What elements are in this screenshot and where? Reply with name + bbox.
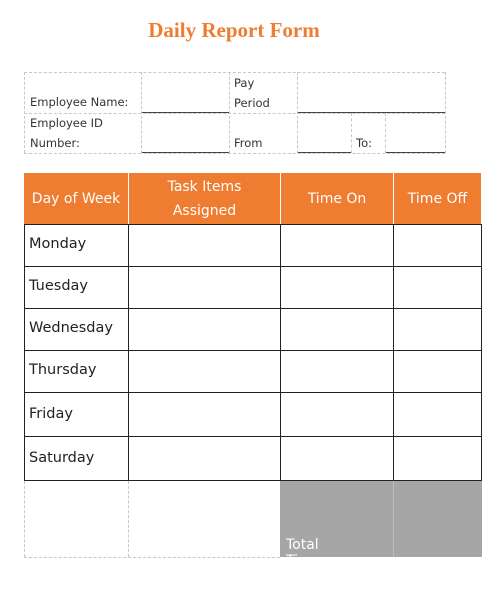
employee-id-label [30, 113, 103, 153]
day-wednesday: Wednesday [29, 320, 113, 336]
employee-info-block [24, 72, 445, 154]
page-title: Daily Report Form [148, 18, 320, 42]
task-items-line2: Assigned [172, 202, 237, 219]
day-saturday: Saturday [29, 450, 95, 466]
employee-id-label-line1: Employee ID [30, 116, 103, 130]
total-time-off-cell [394, 481, 482, 557]
pay-period-field[interactable] [298, 112, 445, 113]
day-monday: Monday [29, 236, 87, 252]
column-header-day: Day of Week [31, 190, 121, 207]
from-label: From [234, 136, 263, 150]
employee-id-field[interactable] [142, 152, 229, 153]
day-friday: Friday [29, 406, 73, 422]
pay-period-label [234, 73, 270, 113]
table-cell-input[interactable] [281, 225, 393, 266]
table-cell-input[interactable] [394, 225, 481, 266]
total-time-label: Total Time [286, 537, 321, 569]
table-cell-input[interactable] [129, 225, 280, 266]
pay-period-label-line1: Pay [234, 76, 255, 90]
column-header-time-on: Time On [307, 190, 367, 207]
column-header-time-off: Time Off [407, 190, 468, 207]
pay-period-label-line2: Period [234, 96, 270, 110]
to-label: To: [356, 136, 372, 150]
day-tuesday: Tuesday [29, 278, 88, 294]
employee-id-label-line2: Number: [30, 136, 80, 150]
employee-name-field[interactable] [142, 112, 229, 113]
day-thursday: Thursday [29, 362, 97, 378]
task-items-line1: Task Items [167, 178, 242, 195]
to-field[interactable] [386, 152, 445, 153]
employee-name-label: Employee Name: [30, 95, 129, 109]
from-field[interactable] [298, 152, 351, 153]
column-header-task-items [129, 173, 280, 224]
